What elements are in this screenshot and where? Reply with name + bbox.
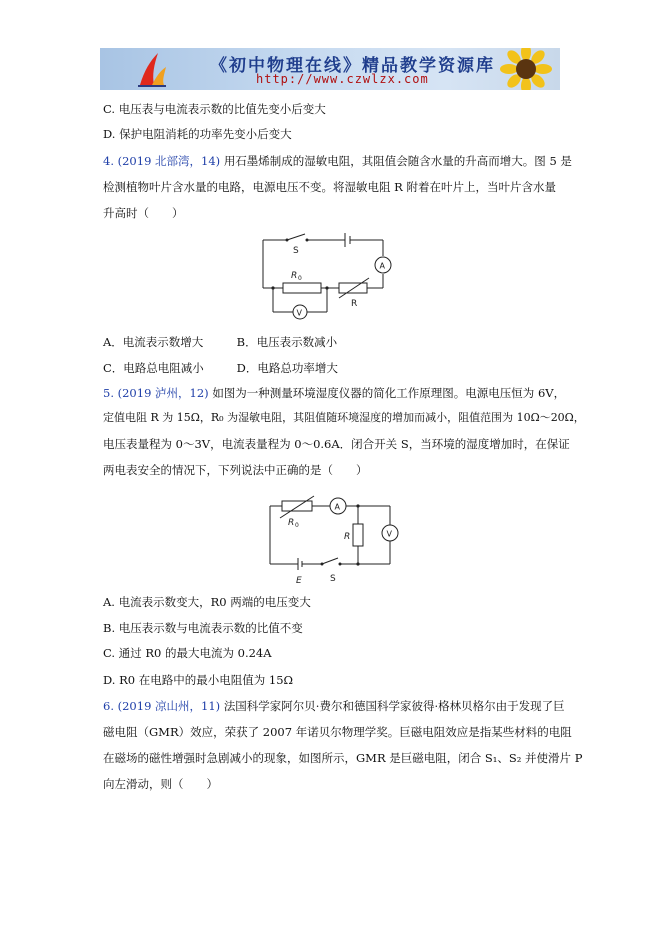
q6-line1 [103,699,565,713]
header-url[interactable]: http://www.czwlzx.com [256,72,429,86]
q6-source: 6. (2019 凉山州，11) [103,699,221,713]
q5-voltmeter-label: V [386,529,392,539]
q5-option-a[interactable]: A. 电流表示数变大，R0 两端的电压变大 [103,595,311,609]
q5-line1 [103,386,565,400]
q4-line3: 升高时（ ） [103,206,184,220]
q5-option-c[interactable]: C. 通过 R0 的最大电流为 0.24A [103,646,272,660]
q5-ammeter-label: A [334,502,340,512]
q4-r0-sub: 0 [298,275,302,282]
sunflower-icon [498,48,554,90]
q4-option-a[interactable]: A．电流表示数增大 [103,335,204,349]
header-title: 《初中物理在线》精品教学资源库 [210,56,495,76]
q6-text1: 法国科学家阿尔贝·费尔和德国科学家彼得·格林贝格尔由于发现了巨 [223,699,565,713]
header-banner [100,48,560,90]
q6-line4: 向左滑动，则（ ） [103,777,218,791]
q4-switch-label: S [293,246,299,256]
prev-option-c: C. 电压表与电流表示数的比值先变小后变大 [103,102,326,116]
q5-r0-label: R [288,518,295,528]
q4-option-b[interactable]: B．电压表示数减小 [236,335,338,349]
q6-line2: 磁电阻（GMR）效应，荣获了 2007 年诺贝尔物理学奖。巨磁电阻效应是指某些材料的电阻 [103,725,572,739]
q4-option-d[interactable]: D．电路总功率增大 [236,361,338,375]
q5-source: 5. (2019 泸州，12) [103,386,209,400]
q5-option-b[interactable]: B. 电压表示数与电流表示数的比值不变 [103,621,303,635]
q4-circuit-diagram [255,228,415,326]
q4-source: 4. (2019 北部湾，14) [103,154,221,168]
q4-r-label: R [351,299,358,309]
site-logo-icon [136,51,168,87]
q5-text1: 如图为一种测量环境湿度仪器的简化工作原理图。电源电压恒为 6V， [212,386,566,400]
q5-r-label: R [344,532,351,542]
prev-option-d: D. 保护电阻消耗的功率先变小后变大 [103,127,292,141]
q4-line2: 检测植物叶片含水量的电路，电源电压不变。将湿敏电阻 R 附着在叶片上，当叶片含水量 [103,180,556,194]
q6-line3: 在磁场的磁性增强时急剧减小的现象，如图所示，GMR 是巨磁电阻，闭合 S₁、S₂ 并使滑片 P [103,751,583,765]
q4-ammeter-label: A [379,261,385,271]
q5-line3: 电压表量程为 0～3V，电流表量程为 0～0.6A．闭合开关 S，当环境的湿度增加时，在保证 [103,437,570,451]
q4-option-c[interactable]: C．电路总电阻减小 [103,361,204,375]
q5-r0-sub: 0 [295,522,299,529]
q4-r0-label: R [291,271,298,281]
q4-options-row1 [103,334,337,350]
q4-options-row2 [103,360,338,376]
q5-line2: 定值电阻 R 为 15Ω，R₀ 为湿敏电阻，其阻值随环境湿度的增加而减小，阻值范围为 10Ω～20Ω， [103,411,585,424]
q4-line1 [103,154,572,168]
q5-switch-label: S [330,574,336,584]
q5-option-d[interactable]: D. R0 在电路中的最小电阻值为 15Ω [103,673,294,687]
q5-source-label: E [296,576,302,586]
q5-line4: 两电表安全的情况下，下列说法中正确的是（ ） [103,463,368,477]
q4-voltmeter-label: V [296,308,302,318]
q5-circuit-diagram [266,492,406,588]
q4-text1: 用石墨烯制成的湿敏电阻，其阻值会随含水量的升高而增大。图 5 是 [223,154,572,168]
